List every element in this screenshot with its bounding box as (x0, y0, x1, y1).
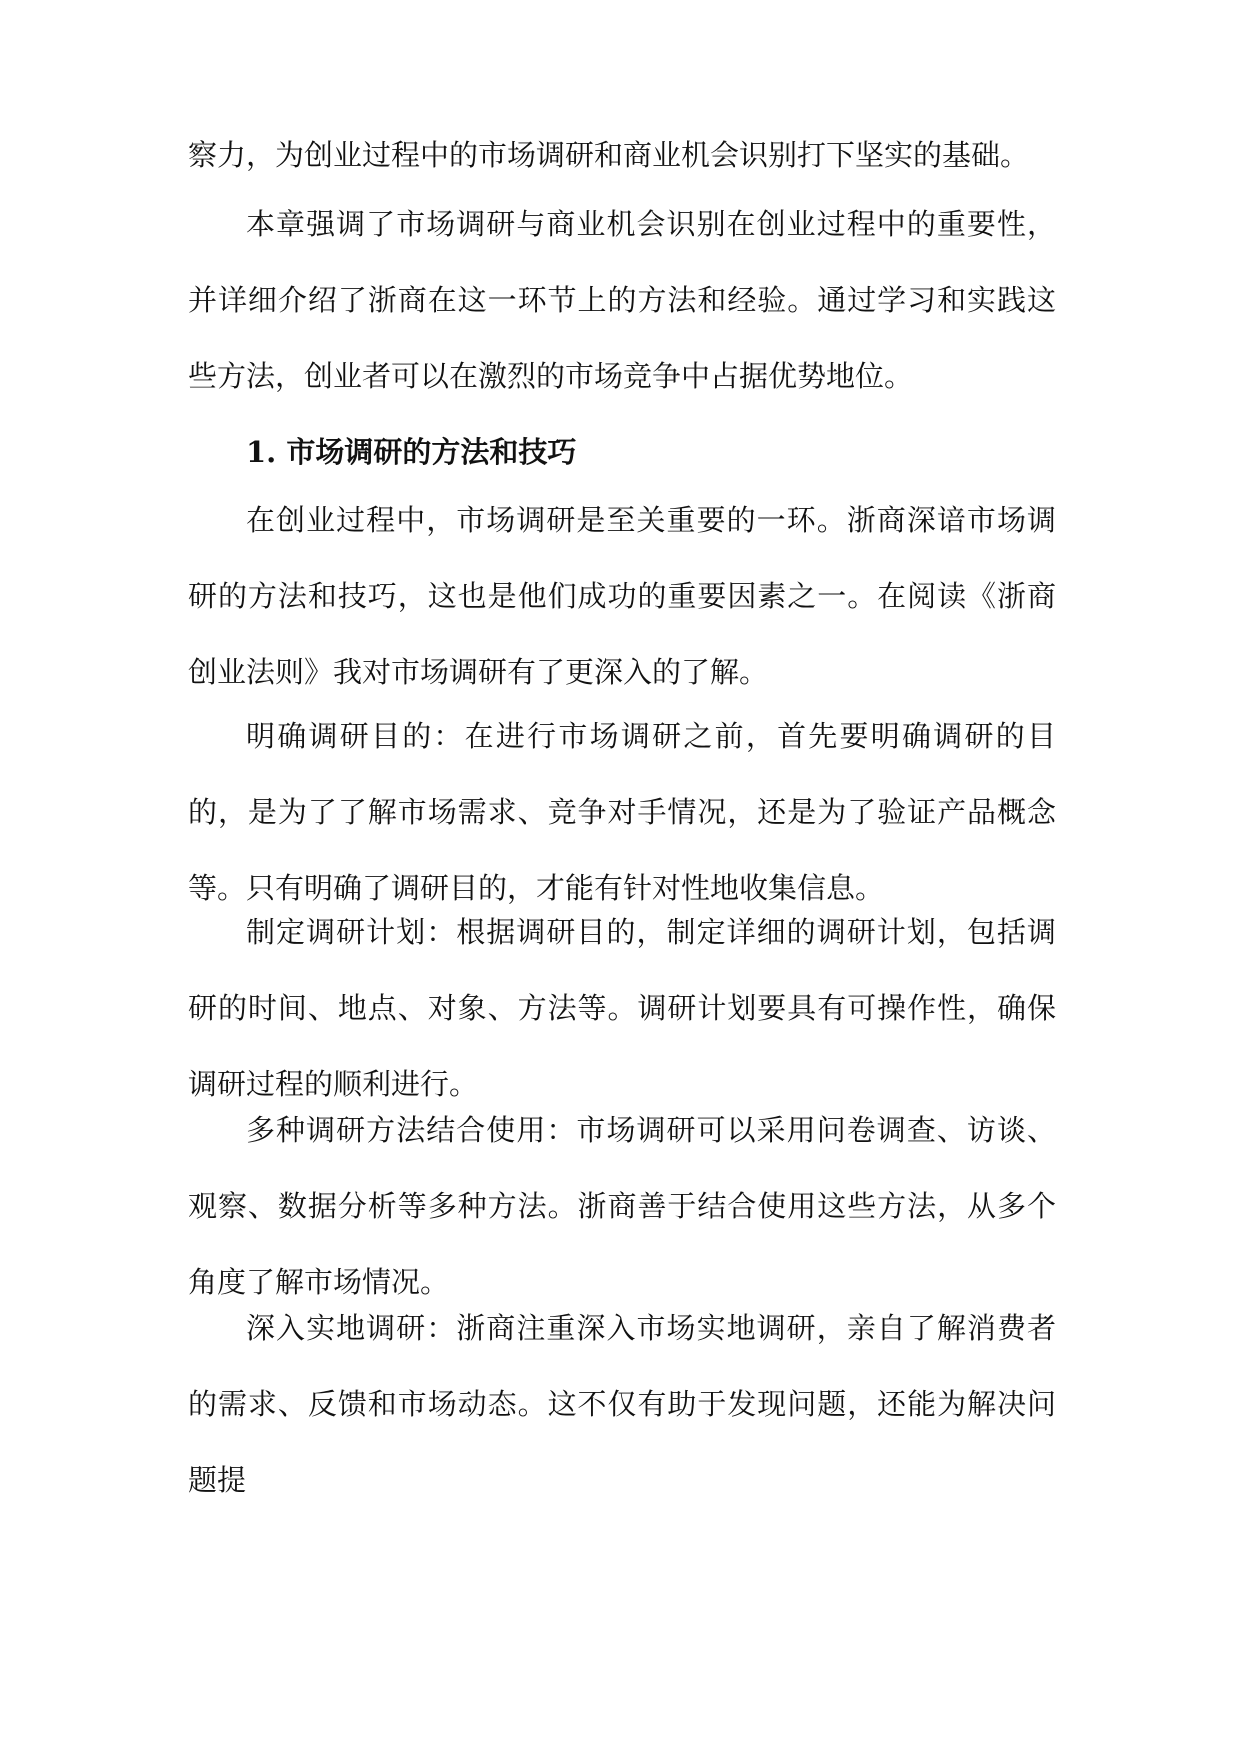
paragraph-continuation: 察力，为创业过程中的市场调研和商业机会识别打下坚实的基础。 (188, 138, 1030, 172)
paragraph-define-purpose: 明确调研目的：在进行市场调研之前，首先要明确调研的目的，是为了了解市场需求、竞争对手情况，还是为了验证产品概念等。只有明确了调研目的，才能有针对性地收集信息。 (188, 719, 1056, 905)
paragraph-field-research: 深入实地调研：浙商注重深入市场实地调研，亲自了解消费者的需求、反馈和市场动态。这不仅有助于发现问题，还能为解决问题提 (188, 1311, 1056, 1497)
section-heading: 1. 市场调研的方法和技巧 (246, 435, 577, 469)
paragraph-plan: 制定调研计划：根据调研目的，制定详细的调研计划，包括调研的时间、地点、对象、方法等。调研计划要具有可操作性，确保调研过程的顺利进行。 (188, 915, 1056, 1101)
paragraph-chapter-summary: 本章强调了市场调研与商业机会识别在创业过程中的重要性，并详细介绍了浙商在这一环节上的方法和经验。通过学习和实践这些方法，创业者可以在激烈的市场竞争中占据优势地位。 (188, 207, 1056, 393)
paragraph-methods: 多种调研方法结合使用：市场调研可以采用问卷调查、访谈、观察、数据分析等多种方法。浙商善于结合使用这些方法，从多个角度了解市场情况。 (188, 1113, 1056, 1299)
paragraph-intro: 在创业过程中，市场调研是至关重要的一环。浙商深谙市场调研的方法和技巧，这也是他们成功的重要因素之一。在阅读《浙商创业法则》我对市场调研有了更深入的了解。 (188, 503, 1056, 689)
